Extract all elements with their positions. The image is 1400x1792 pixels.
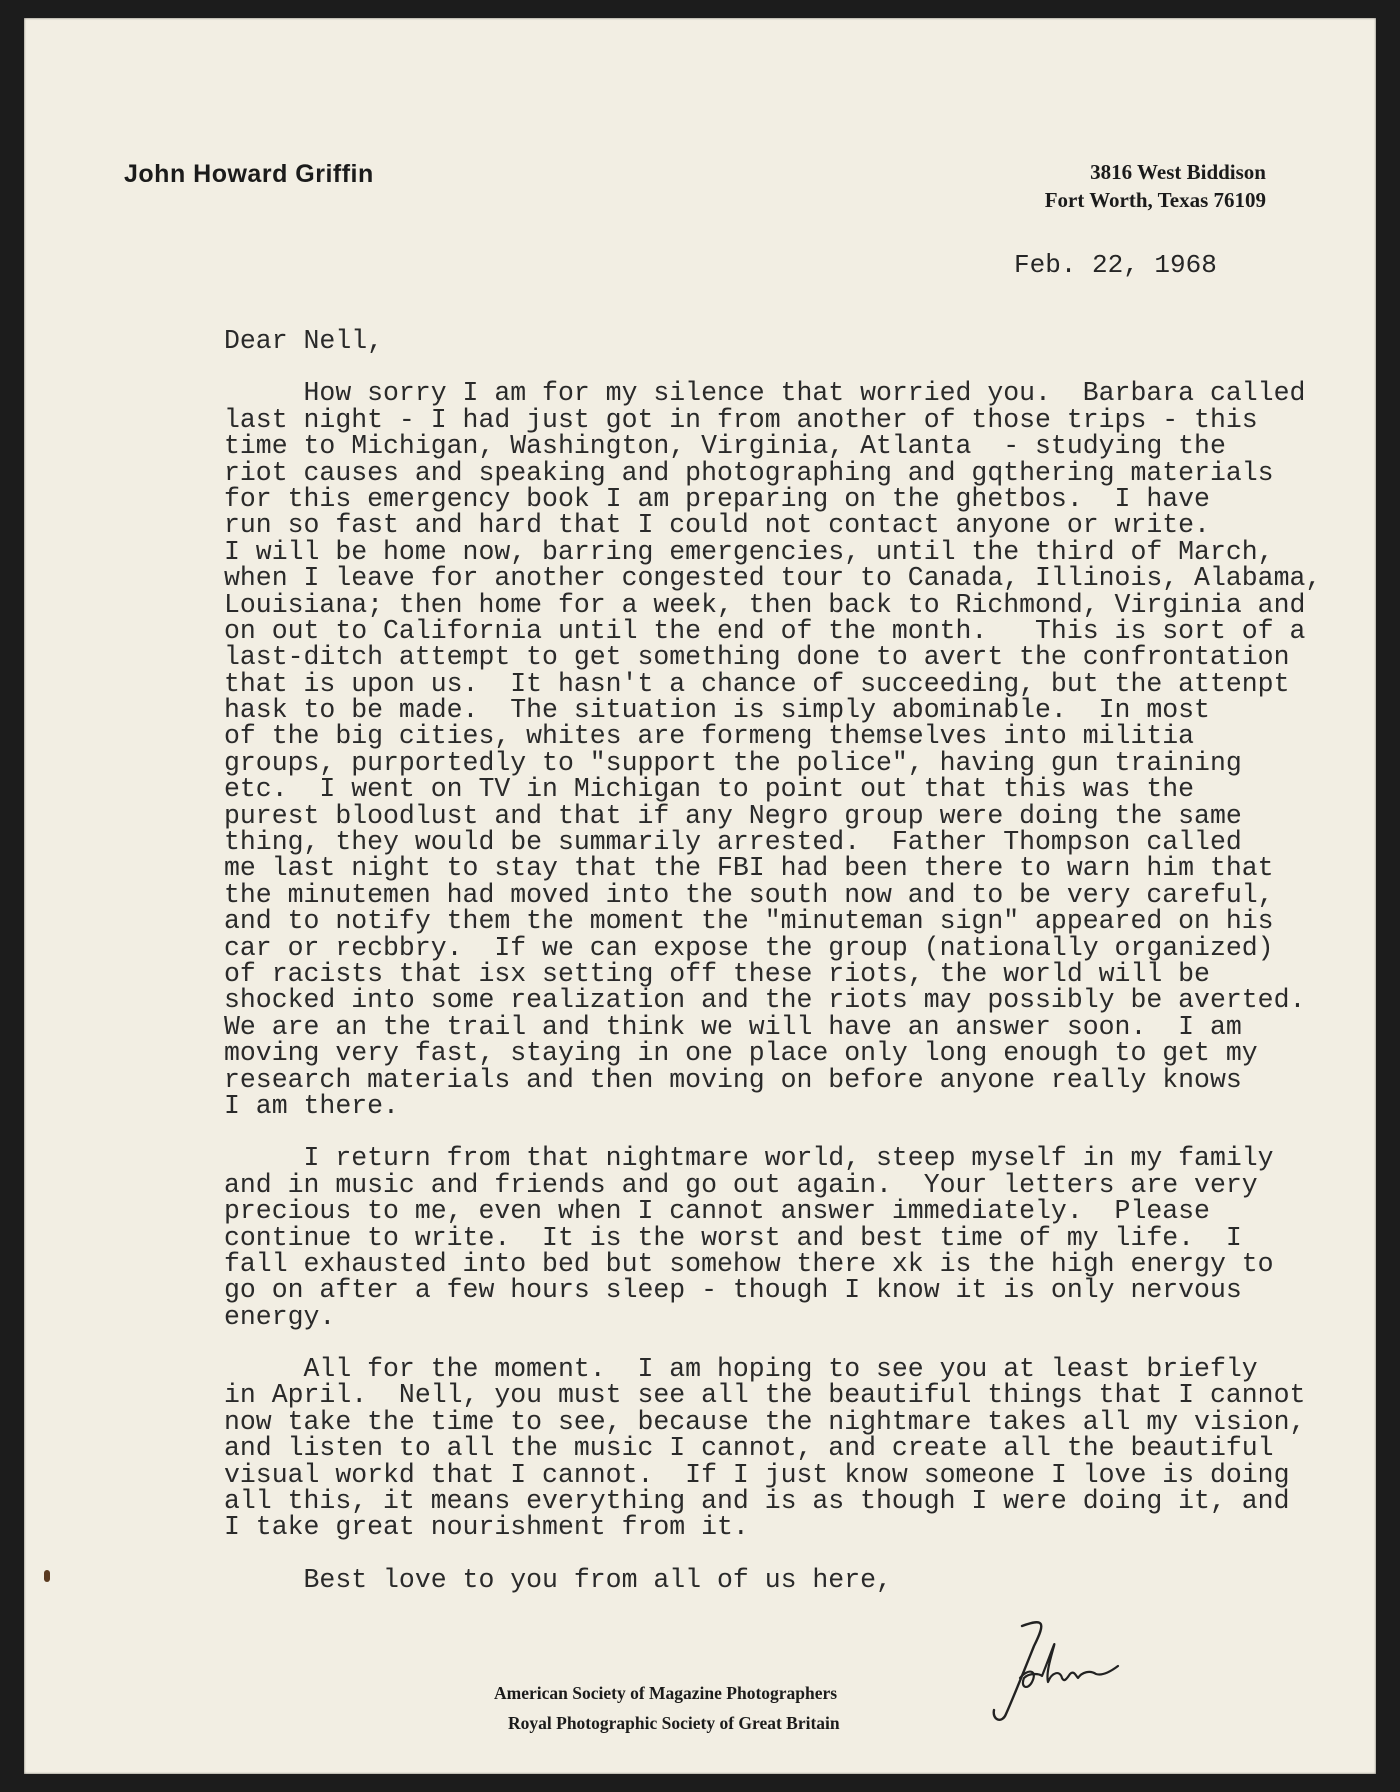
text-line: riot causes and speaking and photographing and gqthering materials — [224, 457, 1274, 488]
text-line: car or recbbry. If we can expose the group (nationally organized) — [224, 932, 1274, 963]
text-line: fall exhausted into bed but somehow there xk is the high energy to — [224, 1248, 1274, 1279]
text-line: I will be home now, barring emergencies, until the third of March, — [224, 536, 1274, 567]
text-line: How sorry I am for my silence that worried you. Barbara called — [224, 378, 1306, 409]
text-line: of the big cities, whites are formeng themselves into militia — [224, 721, 1195, 752]
address-line-1: 3816 West Biddison — [1090, 160, 1266, 184]
paragraph — [224, 1145, 1354, 1330]
letter-page — [24, 18, 1376, 1774]
text-line: now take the time to see, because the nightmare takes all my vision, — [224, 1406, 1306, 1437]
text-line: and listen to all the music I cannot, and create all the beautiful — [224, 1433, 1274, 1464]
text-line: etc. I went on TV in Michigan to point out that this was the — [224, 774, 1195, 805]
text-line: groups, purportedly to "support the police", having gun training — [224, 747, 1242, 778]
text-line: that is upon us. It hasn't a chance of succeeding, but the attenpt — [224, 668, 1290, 699]
text-line: run so fast and hard that I could not contact anyone or write. — [224, 510, 1210, 541]
text-line: research materials and then moving on before anyone really knows — [224, 1064, 1242, 1095]
text-line: of racists that isx setting off these riots, the world will be — [224, 959, 1210, 989]
footer-line-2: Royal Photographic Society of Great Britain — [508, 1713, 840, 1733]
text-line: last night - I had just got in from another of those trips - this — [224, 404, 1258, 435]
letter-body — [224, 328, 1354, 1593]
text-line: I return from that nightmare world, steep myself in my family — [224, 1143, 1274, 1174]
text-line: when I leave for another congested tour to Canada, Illinois, Alabama, — [224, 563, 1322, 594]
closing-line: Best love to you from all of us here, — [224, 1564, 892, 1595]
text-line: We are an the trail and think we will have an answer soon. I am — [224, 1011, 1242, 1042]
salutation: Dear Nell, — [224, 326, 384, 356]
text-line: go on after a few hours sleep - though I know it is only nervous — [224, 1275, 1242, 1306]
letterhead-address — [1045, 158, 1266, 214]
paper-mark — [44, 1570, 50, 1582]
text-line: the minutemen had moved into the south now and to be very careful, — [224, 879, 1274, 910]
letter-paragraphs — [224, 378, 1354, 1543]
text-line: thing, they would be summarily arrested. Father Thompson called — [224, 827, 1242, 858]
text-line: on out to California until the end of the month. This is sort of a — [224, 615, 1306, 646]
text-line: me last night to stay that the FBI had been there to warn him that — [224, 853, 1274, 884]
text-line: precious to me, even when I cannot answer immediately. Please — [224, 1196, 1210, 1227]
paragraph — [224, 380, 1354, 1119]
text-line: hask to be made. The situation is simply abominable. In most — [224, 695, 1210, 726]
text-line: time to Michigan, Washington, Virginia, Atlanta - studying the — [224, 431, 1226, 462]
text-line: energy. — [224, 1301, 336, 1332]
text-line: visual workd that I cannot. If I just know someone I love is doing — [224, 1459, 1290, 1490]
letterhead-footer — [494, 1678, 840, 1738]
text-line: moving very fast, staying in one place only long enough to get my — [224, 1038, 1258, 1069]
text-line: purest bloodlust and that if any Negro group were doing the same — [224, 800, 1242, 831]
text-line: all this, it means everything and is as though I were doing it, and — [224, 1486, 1290, 1517]
text-line: last-ditch attempt to get something done to avert the confrontation — [224, 642, 1290, 673]
footer-line-1: American Society of Magazine Photographers — [494, 1683, 838, 1703]
handwritten-signature — [984, 1616, 1124, 1736]
text-line: I take great nourishment from it. — [224, 1512, 749, 1543]
text-line: shocked into some realization and the riots may possibly be averted. — [224, 985, 1306, 1016]
text-line: in April. Nell, you must see all the beautiful things that I cannot — [224, 1380, 1306, 1411]
address-line-2: Fort Worth, Texas 76109 — [1044, 188, 1266, 212]
letter-date: Feb. 22, 1968 — [1014, 250, 1217, 280]
text-line: Louisiana; then home for a week, then back to Richmond, Virginia and — [224, 589, 1306, 620]
text-line: continue to write. It is the worst and best time of my life. I — [224, 1222, 1242, 1253]
text-line: I am there. — [224, 1090, 399, 1121]
text-line: and in music and friends and go out again. Your letters are very — [224, 1169, 1258, 1200]
text-line: for this emergency book I am preparing on the ghetbos. I have — [224, 483, 1210, 514]
paragraph — [224, 1356, 1354, 1541]
text-line: and to notify them the moment the "minuteman sign" appeared on his — [224, 906, 1274, 937]
text-line: All for the moment. I am hoping to see you at least briefly — [224, 1354, 1258, 1385]
letterhead-name: John Howard Griffin — [124, 160, 374, 188]
